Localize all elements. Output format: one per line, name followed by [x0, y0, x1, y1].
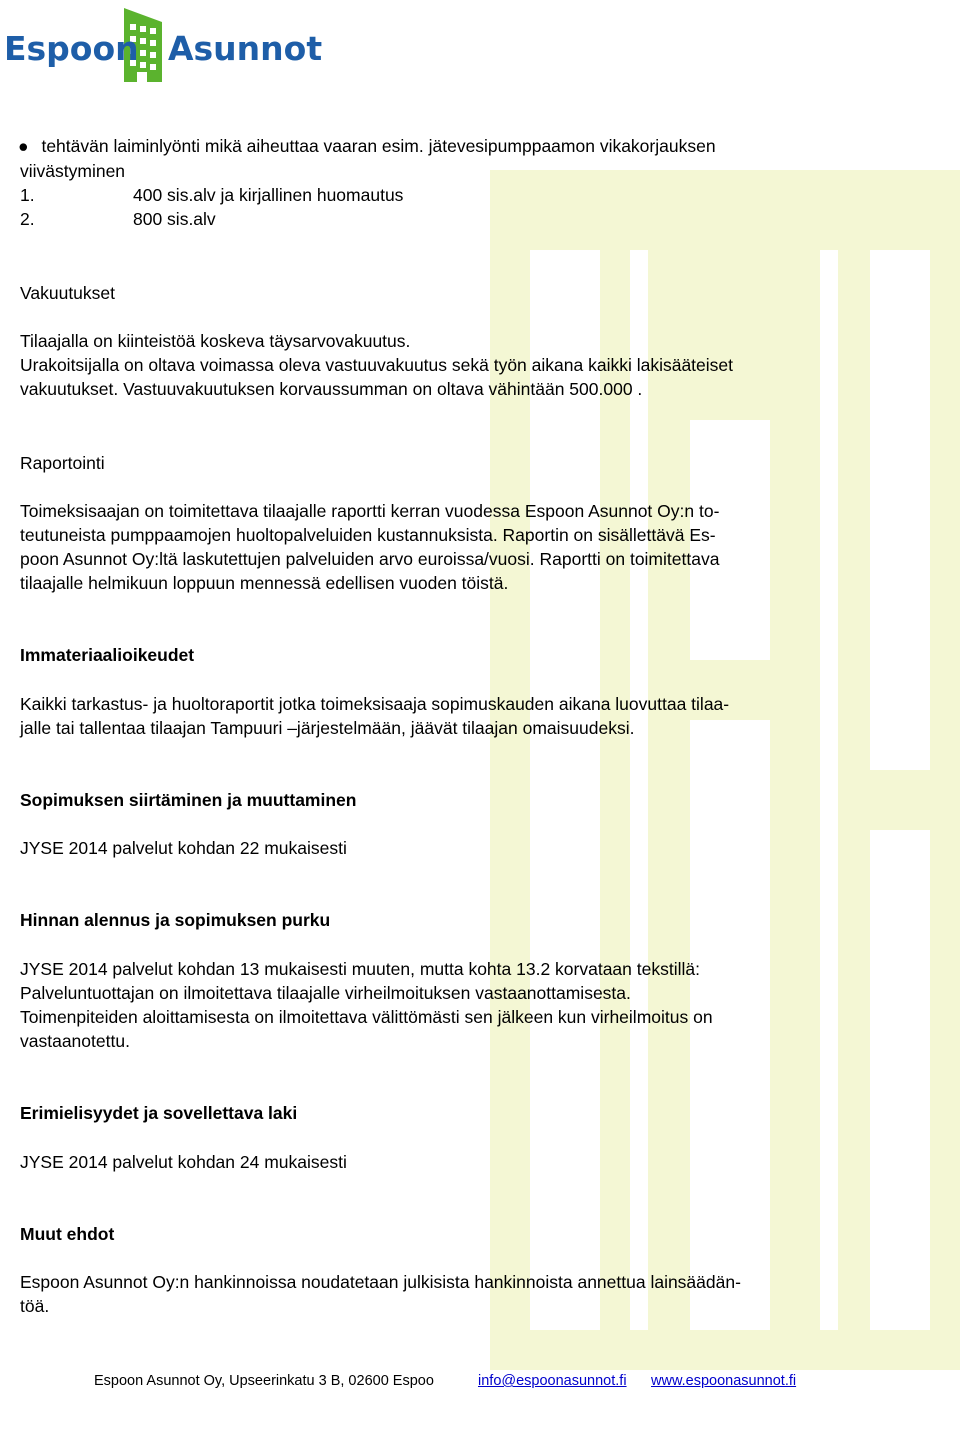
website-link[interactable]: www.espoonasunnot.fi: [651, 1373, 797, 1389]
bullet-icon: ●: [18, 136, 29, 156]
paragraph-line: poon Asunnot Oy:ltä laskutettujen palveluiden arvo euroissa/vuosi. Raportti on toimitettava: [20, 549, 720, 569]
paragraph-line: tilaajalle helmikuun loppuun mennessä edellisen vuoden töistä.: [20, 573, 509, 593]
paragraph-line: Espoon Asunnot Oy:n hankinnoissa noudatetaan julkisista hankinnoista annettua lainsäädän-: [20, 1272, 741, 1292]
paragraph-line: Tilaajalla on kiinteistöä koskeva täysarvovakuutus.: [20, 331, 411, 351]
logo-word2: Asunnot: [168, 29, 323, 68]
paragraph-line: JYSE 2014 palvelut kohdan 13 mukaisesti muuten, mutta kohta 13.2 korvataan tekstillä:: [20, 959, 700, 979]
penalty-item-text: 400 sis.alv ja kirjallinen huomautus: [133, 185, 404, 205]
footer-website-link[interactable]: [651, 1372, 796, 1390]
section-heading-hinnanalennus: Hinnan alennus ja sopimuksen purku: [20, 910, 331, 930]
penalty-item-text: 800 sis.alv: [133, 209, 216, 229]
section-heading-erimielisyydet: Erimielisyydet ja sovellettava laki: [20, 1103, 298, 1123]
paragraph-line: töä.: [20, 1296, 50, 1316]
bullet-line-continued: viivästyminen: [20, 161, 126, 181]
paragraph-line: Palveluntuottajan on ilmoitettava tilaajalle virheilmoituksen vastaanottamisesta.: [20, 983, 631, 1003]
paragraph-line: Kaikki tarkastus- ja huoltoraportit jotka toimeksisaaja sopimuskauden aikana luovuttaa tilaa-: [20, 694, 730, 714]
penalty-item-number: 1.: [20, 185, 35, 205]
section-heading-muut-ehdot: Muut ehdot: [20, 1224, 115, 1244]
section-heading-immateriaalioikeudet: Immateriaalioikeudet: [20, 645, 195, 665]
paragraph-line: teutuneista pumppaamojen huoltopalveluiden kustannuksista. Raportin on sisällettävä Es-: [20, 525, 716, 545]
paragraph-line: JYSE 2014 palvelut kohdan 22 mukaisesti: [20, 838, 347, 858]
logo-word1: Espoon: [4, 29, 139, 68]
email-link[interactable]: info@espoonasunnot.fi: [478, 1373, 627, 1389]
penalty-bullet: [18, 134, 716, 158]
paragraph-line: Toimenpiteiden aloittamisesta on ilmoitettava välittömästi sen jälkeen kun virheilmoitus on: [20, 1007, 713, 1027]
paragraph-line: vakuutukset. Vastuuvakuutuksen korvaussumman on oltava vähintään 500.000 .: [20, 379, 643, 399]
footer-email-link[interactable]: [478, 1372, 627, 1390]
espoon-asunnot-logo: [2, 2, 323, 86]
paragraph-line: jalle tai tallentaa tilaajan Tampuuri –järjestelmään, jäävät tilaajan omaisuudeksi.: [20, 718, 635, 738]
footer-address: Espoon Asunnot Oy, Upseerinkatu 3 B, 02600 Espoo: [94, 1373, 434, 1389]
section-heading-raportointi: Raportointi: [20, 453, 105, 473]
paragraph-line: JYSE 2014 palvelut kohdan 24 mukaisesti: [20, 1152, 347, 1172]
penalty-item-number: 2.: [20, 209, 35, 229]
paragraph-line: vastaanotettu.: [20, 1031, 130, 1051]
section-heading-siirtaminen: Sopimuksen siirtäminen ja muuttaminen: [20, 790, 357, 810]
paragraph-line: Urakoitsijalla on oltava voimassa oleva vastuuvakuutus sekä työn aikana kaikki lakisääteiset: [20, 355, 734, 375]
bullet-line: tehtävän laiminlyönti mikä aiheuttaa vaaran esim. jätevesipumppaamon vikakorjauksen: [41, 136, 716, 156]
section-heading-vakuutukset: Vakuutukset: [20, 283, 116, 303]
paragraph-line: Toimeksisaajan on toimitettava tilaajalle raportti kerran vuodessa Espoon Asunnot Oy:n to-: [20, 501, 720, 521]
